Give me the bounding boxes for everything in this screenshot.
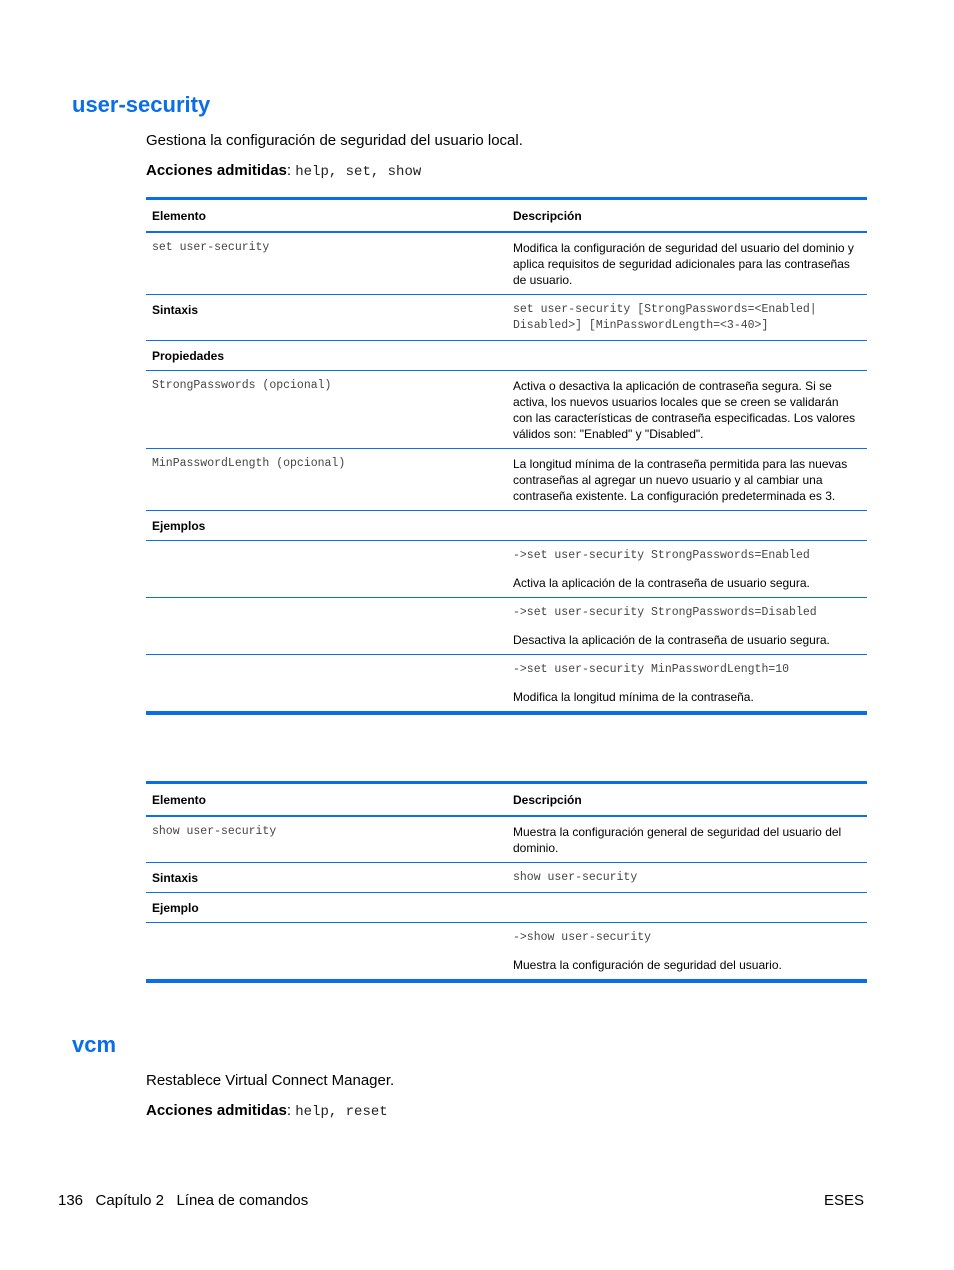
syntax-cell: set user-security [StrongPasswords=<Enabled| Disabled>] [MinPasswordLength=<3-40>] <box>507 295 867 341</box>
table-row <box>146 893 867 923</box>
element-cell: StrongPasswords (opcional) <box>146 371 507 449</box>
section-description: Restablece Virtual Connect Manager. <box>146 1072 395 1089</box>
example-command: ->set user-security StrongPasswords=Enabled <box>513 549 810 562</box>
table-row <box>146 863 867 893</box>
table-row <box>146 232 867 295</box>
element-cell: Ejemplos <box>146 511 507 541</box>
actions-label: Acciones admitidas <box>146 162 287 179</box>
element-cell: Sintaxis <box>146 295 507 341</box>
element-cell: Sintaxis <box>146 863 507 893</box>
description-cell <box>507 893 867 923</box>
element-cell <box>146 655 507 714</box>
supported-actions: Acciones admitidas: help, reset <box>146 1102 388 1120</box>
table-row <box>146 371 867 449</box>
example-cell <box>507 541 867 598</box>
description-cell <box>507 341 867 371</box>
page-number: 136 <box>58 1192 84 1209</box>
header-description: Descripción <box>507 783 867 817</box>
table-row <box>146 295 867 341</box>
example-command: ->set user-security MinPasswordLength=10 <box>513 663 790 676</box>
example-description: Activa la aplicación de la contraseña de usuario segura. <box>513 576 810 590</box>
element-cell <box>146 923 507 982</box>
table-row <box>146 449 867 511</box>
element-cell <box>146 598 507 655</box>
table-row <box>146 923 867 982</box>
table-row <box>146 598 867 655</box>
element-cell: MinPasswordLength (opcional) <box>146 449 507 511</box>
actions-value: help, reset <box>295 1104 388 1120</box>
example-command: ->show user-security <box>513 931 652 944</box>
table-header-row <box>146 783 867 817</box>
element-cell <box>146 541 507 598</box>
section-description: Gestiona la configuración de seguridad del usuario local. <box>146 132 523 149</box>
element-cell: Propiedades <box>146 341 507 371</box>
table-row <box>146 511 867 541</box>
actions-label: Acciones admitidas <box>146 1102 287 1119</box>
header-description: Descripción <box>507 199 867 233</box>
user-security-set-table <box>146 197 867 715</box>
syntax-cell: show user-security <box>507 863 867 893</box>
element-cell: show user-security <box>146 816 507 863</box>
description-cell <box>507 511 867 541</box>
chapter-label: Capítulo 2 <box>95 1192 164 1209</box>
element-cell: Ejemplo <box>146 893 507 923</box>
header-element: Elemento <box>146 199 507 233</box>
page-footer-left <box>58 1192 308 1209</box>
example-command: ->set user-security StrongPasswords=Disabled <box>513 606 817 619</box>
example-cell <box>507 598 867 655</box>
element-cell: set user-security <box>146 232 507 295</box>
section-title-vcm: vcm <box>72 1032 117 1057</box>
table-row <box>146 541 867 598</box>
page-footer-locale: ESES <box>824 1192 865 1209</box>
description-cell: Activa o desactiva la aplicación de contraseña segura. Si se activa, los nuevos usuarios locales que se creen se validarán con las características de contraseña especificadas. Los valores válidos son: "Enabled" y "Disabled". <box>507 371 867 449</box>
table-row <box>146 341 867 371</box>
table-row <box>146 816 867 863</box>
description-cell: La longitud mínima de la contraseña permitida para las nuevas contraseñas al agregar un nuevo usuario y al cambiar una contraseña existente. La configuración predeterminada es 3. <box>507 449 867 511</box>
actions-value: help, set, show <box>295 164 422 180</box>
user-security-show-table <box>146 781 867 983</box>
header-element: Elemento <box>146 783 507 817</box>
example-cell <box>507 923 867 982</box>
description-cell: Modifica la configuración de seguridad del usuario del dominio y aplica requisitos de seguridad adicionales para las contraseñas de usuario. <box>507 232 867 295</box>
section-title-user-security: user-security <box>72 92 211 117</box>
supported-actions: Acciones admitidas: help, set, show <box>146 162 422 180</box>
table-header-row <box>146 199 867 233</box>
chapter-title: Línea de comandos <box>176 1192 309 1209</box>
example-cell <box>507 655 867 714</box>
example-description: Desactiva la aplicación de la contraseña de usuario segura. <box>513 633 830 647</box>
description-cell: Muestra la configuración general de seguridad del usuario del dominio. <box>507 816 867 863</box>
example-description: Modifica la longitud mínima de la contraseña. <box>513 690 754 704</box>
table-row <box>146 655 867 714</box>
example-description: Muestra la configuración de seguridad del usuario. <box>513 958 782 972</box>
